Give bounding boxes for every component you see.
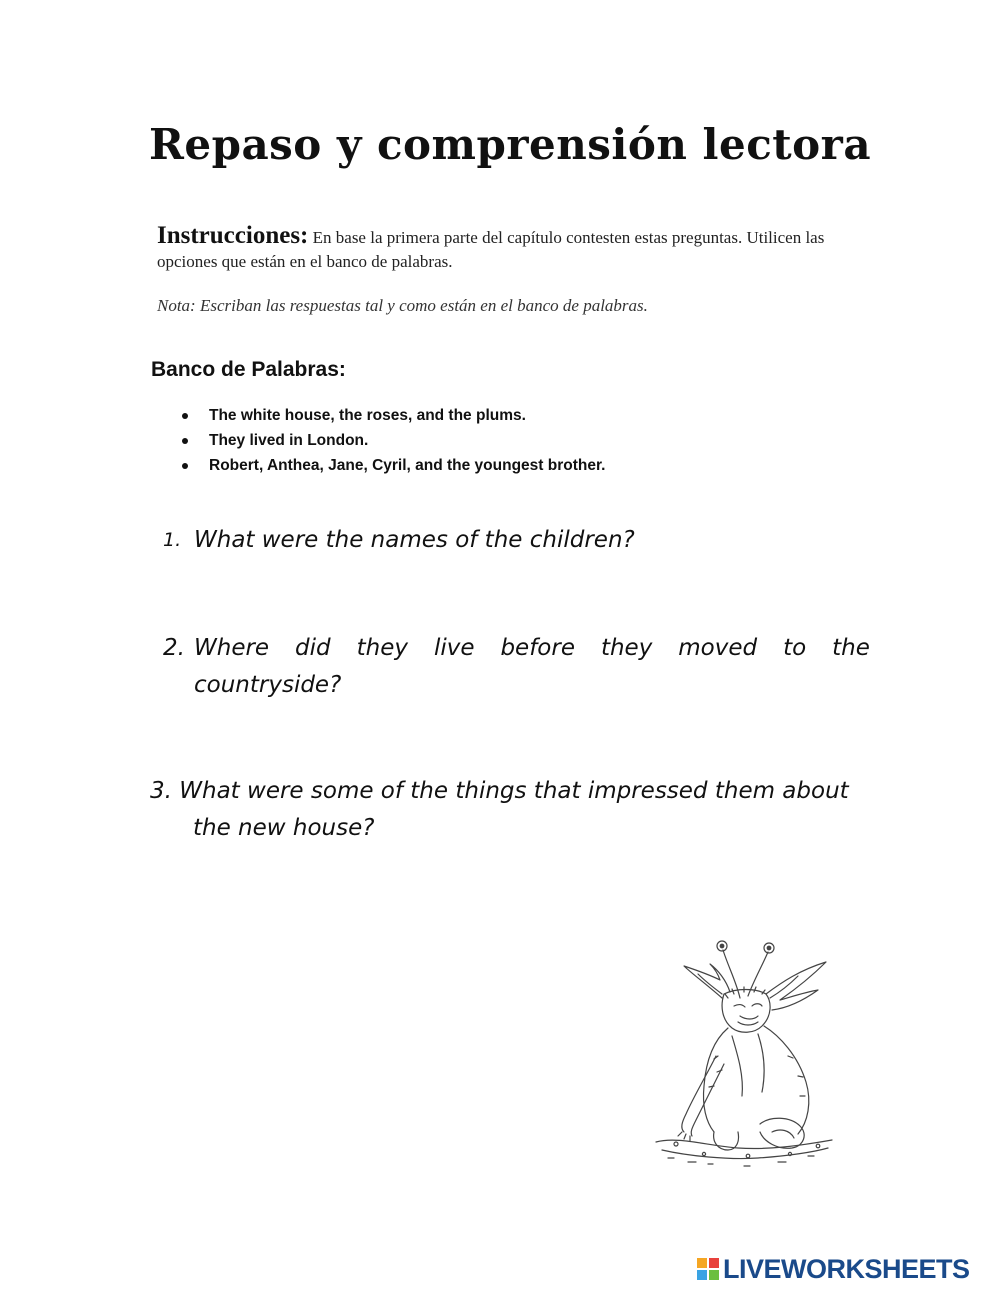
question-number: 3. bbox=[150, 778, 172, 804]
question-text-line-2: countryside? bbox=[194, 672, 342, 698]
question-number: 2. bbox=[163, 635, 185, 661]
question-text-line-2: the new house? bbox=[193, 815, 375, 841]
question-word: to bbox=[783, 635, 807, 661]
question-2 bbox=[163, 630, 870, 704]
logo-block bbox=[697, 1270, 707, 1280]
word-bank-item: Robert, Anthea, Jane, Cyril, and the youngest brother. bbox=[180, 453, 605, 478]
question-word: Where bbox=[194, 635, 270, 661]
instructions-lead: Instrucciones: bbox=[157, 222, 309, 249]
question-text: What were the names of the children? bbox=[194, 527, 635, 553]
word-bank-list bbox=[180, 403, 605, 478]
question-text-line-1 bbox=[194, 630, 870, 667]
liveworksheets-logo bbox=[697, 1254, 970, 1284]
question-word: moved bbox=[678, 635, 758, 661]
instructions-text: En base la primera parte del capítulo contesten estas preguntas. Utilicen las opciones que están en el banco de palabras. bbox=[157, 228, 825, 271]
question-text-line-1: What were some of the things that impressed them about bbox=[179, 778, 849, 804]
question-number: 1. bbox=[163, 529, 182, 551]
word-bank-item: The white house, the roses, and the plums. bbox=[180, 403, 605, 428]
page-title: Repaso y comprensión lectora bbox=[148, 120, 872, 169]
logo-block bbox=[709, 1270, 719, 1280]
psammead-creature-drawing bbox=[648, 936, 838, 1172]
question-word: live bbox=[433, 635, 475, 661]
question-word: did bbox=[295, 635, 331, 661]
word-bank-item: They lived in London. bbox=[180, 428, 605, 453]
question-word: they bbox=[600, 635, 653, 661]
logo-block bbox=[709, 1258, 719, 1268]
question-3 bbox=[150, 773, 870, 847]
logo-text: LIVEWORKSHEETS bbox=[723, 1253, 970, 1284]
instructions bbox=[157, 224, 877, 274]
word-bank-title: Banco de Palabras: bbox=[151, 358, 346, 381]
note: Nota: Escriban las respuestas tal y como están en el banco de palabras. bbox=[157, 296, 648, 315]
logo-block bbox=[697, 1258, 707, 1268]
question-word: they bbox=[356, 635, 408, 661]
question-word: the bbox=[832, 635, 870, 661]
logo-blocks-icon bbox=[697, 1258, 719, 1280]
question-word: before bbox=[500, 635, 575, 661]
